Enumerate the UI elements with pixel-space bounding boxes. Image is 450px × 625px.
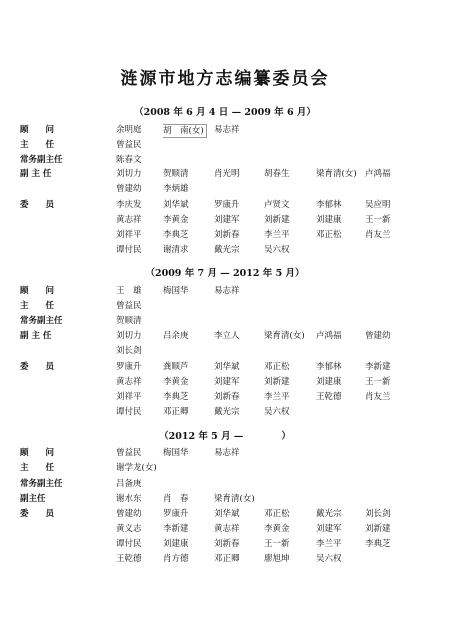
member-name: 肖 春 xyxy=(163,494,189,504)
role-label: 委 员 xyxy=(20,200,55,210)
member-name: 吴六权 xyxy=(264,245,290,255)
role-label: 常务副主任 xyxy=(20,479,63,489)
member-name: 肖友兰 xyxy=(365,230,391,240)
member-name: 易志祥 xyxy=(214,286,240,296)
member-name: 谭付民 xyxy=(116,245,142,255)
member-name: 刘祥平 xyxy=(116,392,142,402)
roster-row xyxy=(0,285,450,300)
roster-row xyxy=(0,154,450,169)
roster-row xyxy=(0,553,450,568)
member-name: 李兰平 xyxy=(316,539,342,549)
member-name: 王 雄 xyxy=(116,286,142,296)
member-name: 卢贤文 xyxy=(264,200,290,210)
role-label: 常务副主任 xyxy=(20,316,63,326)
member-name: 戴光宗 xyxy=(316,509,342,519)
roster-row xyxy=(0,139,450,154)
roster-row xyxy=(0,183,450,198)
member-name: 肖方德 xyxy=(163,554,189,564)
member-name: 邓正松 xyxy=(264,509,290,519)
member-name: 刘华斌 xyxy=(214,509,240,519)
member-name: 李郁林 xyxy=(316,362,342,372)
member-name: 肖光明 xyxy=(214,169,240,179)
member-name: 黄义志 xyxy=(116,524,142,534)
member-name: 邓正卿 xyxy=(214,554,240,564)
role-label: 副主任 xyxy=(20,494,46,504)
roster-row xyxy=(0,345,450,360)
member-name: 刘新春 xyxy=(214,230,240,240)
role-label: 顾 问 xyxy=(20,286,55,296)
member-name: 刘建军 xyxy=(316,524,342,534)
member-name: 李典芝 xyxy=(365,539,391,549)
term-period-3: （2012 年 5 月 — ） xyxy=(159,431,291,442)
roster-row xyxy=(0,391,450,406)
member-name: 吴应明 xyxy=(365,200,391,210)
role-label: 主 任 xyxy=(20,463,55,473)
member-name: 黄志祥 xyxy=(116,377,142,387)
member-name: 李典芝 xyxy=(163,392,189,402)
member-name: 刘新春 xyxy=(214,539,240,549)
member-name: 王一新 xyxy=(264,539,290,549)
member-name: 肖友兰 xyxy=(365,392,391,402)
member-name: 梅国华 xyxy=(163,286,189,296)
member-name: 王一新 xyxy=(365,377,391,387)
member-name: 邓正卿 xyxy=(163,407,189,417)
term-period-1: （2008 年 6 月 4 日 — 2009 年 6 月） xyxy=(134,107,316,118)
roster-row xyxy=(0,376,450,391)
member-name: 李新建 xyxy=(163,524,189,534)
member-name: 曾建幼 xyxy=(365,331,391,341)
member-name: 王一新 xyxy=(365,215,391,225)
role-label: 顾 问 xyxy=(20,125,55,135)
member-name: 王乾德 xyxy=(116,554,142,564)
roster-row xyxy=(0,508,450,523)
roster-row xyxy=(0,330,450,345)
member-name: 谢水东 xyxy=(116,494,142,504)
roster-row xyxy=(0,447,450,462)
member-name: 刘新春 xyxy=(214,392,240,402)
member-name: 李典芝 xyxy=(163,230,189,240)
member-name: 吴六权 xyxy=(316,554,342,564)
member-name: 罗康升 xyxy=(163,509,189,519)
member-name: 贺顺清 xyxy=(163,169,189,179)
member-name: 梁育清(女) xyxy=(316,169,357,179)
member-name: 吕余庚 xyxy=(163,331,189,341)
member-name: 刘长剑 xyxy=(365,509,391,519)
roster-row xyxy=(0,214,450,229)
roster-row xyxy=(0,361,450,376)
roster-row xyxy=(0,168,450,183)
roster-row xyxy=(0,229,450,244)
member-name: 刘新建 xyxy=(264,377,290,387)
member-name: 戴光宗 xyxy=(214,407,240,417)
member-name: 李黄金 xyxy=(163,215,189,225)
member-name: 梁育清(女) xyxy=(264,331,305,341)
roster-row xyxy=(0,538,450,553)
member-name: 李黄金 xyxy=(163,377,189,387)
roster-row xyxy=(0,493,450,508)
role-label: 委 员 xyxy=(20,509,55,519)
member-name: 李兰平 xyxy=(264,230,290,240)
member-name: 刘祥平 xyxy=(116,230,142,240)
member-name: 谭付民 xyxy=(116,407,142,417)
member-name: 李黄金 xyxy=(264,524,290,534)
roster-row xyxy=(0,315,450,330)
member-name: 王乾德 xyxy=(316,392,342,402)
member-name: 李兰平 xyxy=(264,392,290,402)
member-name: 谢学龙(女) xyxy=(116,463,157,473)
member-name: 罗康升 xyxy=(214,200,240,210)
member-name: 刘华斌 xyxy=(163,200,189,210)
member-name: 刘华斌 xyxy=(214,362,240,372)
role-label: 主 任 xyxy=(20,140,55,150)
member-name: 谢清求 xyxy=(163,245,189,255)
member-name: 刘建康 xyxy=(163,539,189,549)
role-label: 副 主 任 xyxy=(20,331,52,341)
member-name: 刘建康 xyxy=(316,215,342,225)
member-name: 贺顺清 xyxy=(116,316,142,326)
member-name: 吴六权 xyxy=(264,407,290,417)
member-name: 廖旭坤 xyxy=(264,554,290,564)
member-name: 邓正松 xyxy=(316,230,342,240)
roster-row xyxy=(0,406,450,421)
member-name: 刘切力 xyxy=(116,331,142,341)
role-label: 副 主 任 xyxy=(20,169,52,179)
member-name: 余明庭 xyxy=(116,125,142,135)
member-name: 刘新建 xyxy=(264,215,290,225)
roster-row xyxy=(0,244,450,259)
member-name: 吕备庚 xyxy=(116,479,142,489)
member-name: 刘新建 xyxy=(365,524,391,534)
member-name: 李炳雄 xyxy=(163,184,189,194)
document-title: 涟源市地方志编纂委员会 xyxy=(120,69,330,89)
member-name: 曾建幼 xyxy=(116,509,142,519)
member-name: 胡 南(女) xyxy=(163,124,207,138)
member-name: 卢鸿福 xyxy=(316,331,342,341)
member-name: 刘建康 xyxy=(316,377,342,387)
role-label: 常务副主任 xyxy=(20,155,63,165)
member-name: 龚顺芦 xyxy=(163,362,189,372)
member-name: 李庆发 xyxy=(116,200,142,210)
member-name: 易志祥 xyxy=(214,125,240,135)
member-name: 李新建 xyxy=(365,362,391,372)
member-name: 陈春文 xyxy=(116,155,142,165)
member-name: 黄志祥 xyxy=(214,524,240,534)
member-name: 曾益民 xyxy=(116,140,142,150)
member-name: 黄志祥 xyxy=(116,215,142,225)
member-name: 刘切力 xyxy=(116,169,142,179)
roster-row xyxy=(0,523,450,538)
member-name: 罗康升 xyxy=(116,362,142,372)
roster-row xyxy=(0,199,450,214)
member-name: 卢鸿福 xyxy=(365,169,391,179)
member-name: 易志祥 xyxy=(214,448,240,458)
role-label: 委 员 xyxy=(20,362,55,372)
member-name: 戴光宗 xyxy=(214,245,240,255)
member-name: 曾益民 xyxy=(116,301,142,311)
member-name: 李立人 xyxy=(214,331,240,341)
term-period-2: （2009 年 7 月 — 2012 年 5 月） xyxy=(145,268,305,279)
member-name: 谭付民 xyxy=(116,539,142,549)
member-name: 曾建幼 xyxy=(116,184,142,194)
member-name: 胡春生 xyxy=(264,169,290,179)
member-name: 梁育清(女) xyxy=(214,494,255,504)
roster-row xyxy=(0,124,450,139)
member-name: 梅国华 xyxy=(163,448,189,458)
roster-row xyxy=(0,300,450,315)
role-label: 顾 问 xyxy=(20,448,55,458)
member-name: 李郁林 xyxy=(316,200,342,210)
member-name: 邓正松 xyxy=(264,362,290,372)
member-name: 刘建军 xyxy=(214,215,240,225)
member-name: 曾益民 xyxy=(116,448,142,458)
member-name: 刘建军 xyxy=(214,377,240,387)
roster-row xyxy=(0,462,450,477)
roster-row xyxy=(0,478,450,493)
member-name: 刘长剑 xyxy=(116,346,142,356)
role-label: 主 任 xyxy=(20,301,55,311)
